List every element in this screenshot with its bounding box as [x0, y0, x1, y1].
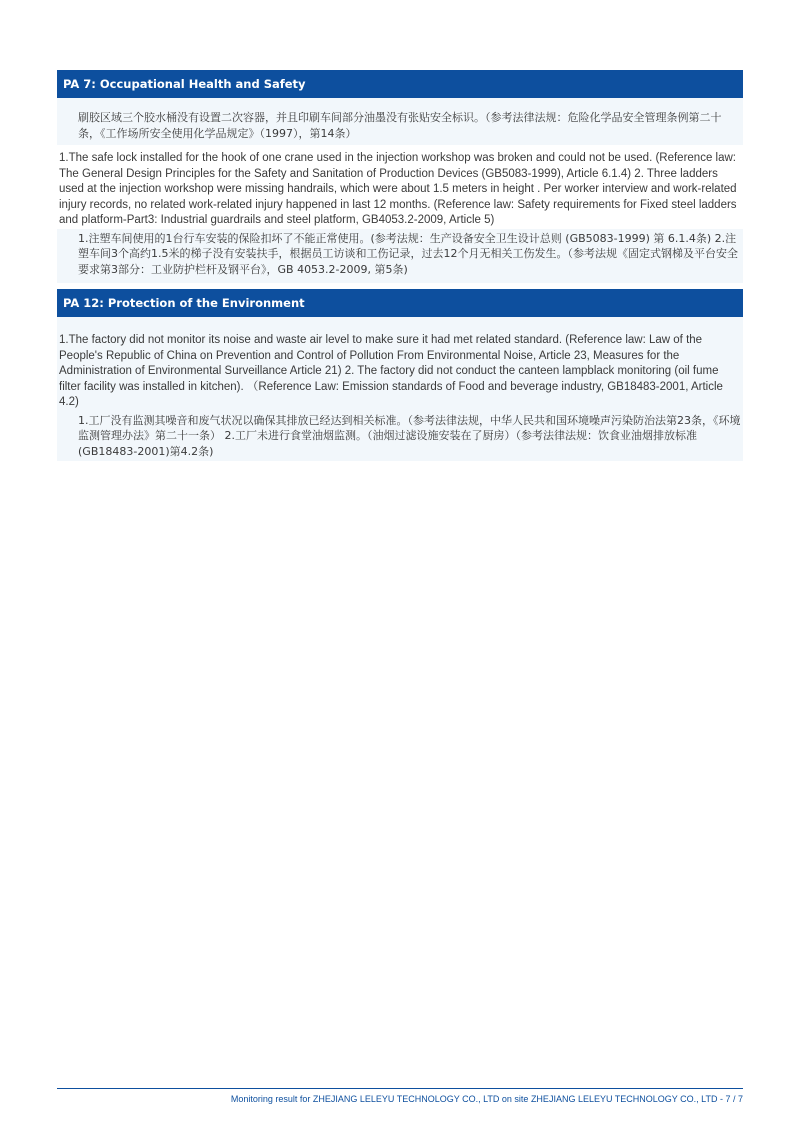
finding-cn-pa12: 1.工厂没有监测其噪音和废气状况以确保其排放已经达到相关标准。（参考法律法规，中华人民共和国环境噪声污染防治法第23条，《环境监测管理办法》第二十一条） 2.工厂未进行食堂油烟监测。（油烟过滤设施安装在了厨房）（参考法律法规：饮食业油烟排放标准 (GB18483-2001)第4.2条)	[78, 413, 741, 458]
section-title-pa7: PA 7: Occupational Health and Safety	[57, 70, 743, 98]
footer-divider	[57, 1088, 743, 1089]
report-page	[57, 70, 743, 461]
finding-cn-top: 刷胶区域三个胶水桶没有设置二次容器，并且印刷车间部分油墨没有张贴安全标识。（参考法律法规：危险化学品安全管理条例第二十条，《工作场所安全使用化学品规定》（1997），第14条）	[78, 111, 722, 140]
finding-en-pa7: 1.The safe lock installed for the hook of one crane used in the injection workshop was broken and could not be used. (Reference law: The General Design Principles for the Safety and Sanitation of Production Devices (GB5083-1999), Article 6.1.4) 2. Three ladders used at the injection workshop were missing handrails, which were about 1.5 meters in height . Per worker interview and work-related injury records, no related work-related injury happened in last 12 months. (Reference law: Safety requirements for Fixed steel ladders and platform-Part3: Industrial guardrails and steel platform, GB4053.2-2009, Article 5)	[57, 145, 743, 229]
finding-cn-pa7: 1.注塑车间使用的1台行车安装的保险扣坏了不能正常使用。(参考法规：生产设备安全卫生设计总则 (GB5083-1999) 第 6.1.4条) 2.注塑车间3个高约1.5米的梯子没有安装扶手，根据员工访谈和工伤记录，过去12个月无相关工伤发生。（参考法规《固定式钢梯及平台安全要求第3部分：工业防护栏杆及钢平台》，GB 4053.2-2009, 第5条)	[78, 231, 738, 276]
section-title-pa12: PA 12: Protection of the Environment	[57, 289, 743, 317]
section-body-pa7	[57, 98, 743, 283]
page-footer: Monitoring result for ZHEJIANG LELEYU TECHNOLOGY CO., LTD on site ZHEJIANG LELEYU TECHNOLOGY CO., LTD - 7 / 7	[230, 1094, 743, 1104]
finding-en-pa12: 1.The factory did not monitor its noise and waste air level to make sure it had met related standard. (Reference law: Law of the People's Republic of China on Prevention and Control of Pollution From Environmental Noise, Article 23, Measures for the Administration of Environmental Surveillance Article 21) 2. The factory did not conduct the canteen lampblack monitoring (oil fume filter facility was installed in kitchen). （Reference Law: Emission standards of Food and beverage industry, GB18483-2001, Article 4.2)	[59, 334, 723, 408]
section-body-pa12	[57, 317, 743, 461]
